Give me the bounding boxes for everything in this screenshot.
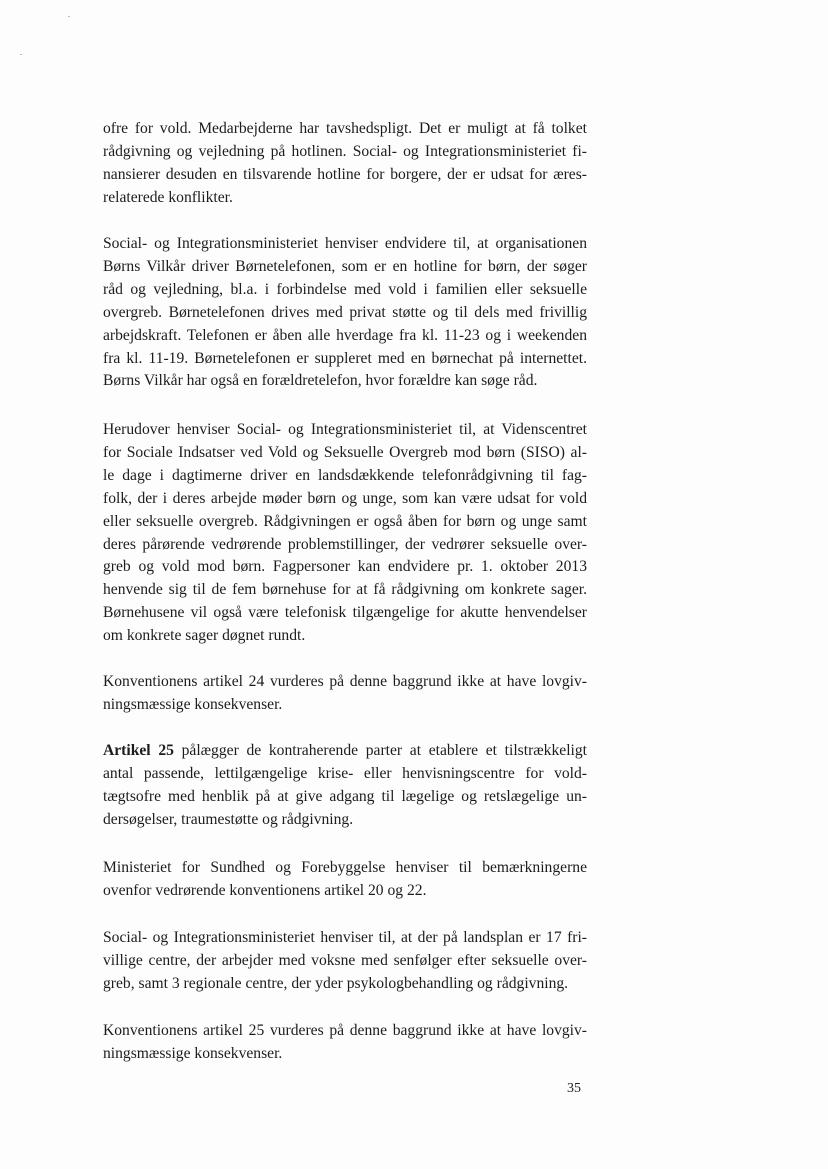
text-line: relaterede konflikter. (103, 188, 233, 206)
paragraph-3 (103, 419, 587, 648)
text-line: arbejdskraft. Telefonen er åben alle hverdage fra kl. 11-23 og i weekenden (103, 326, 587, 344)
text-line: fra kl. 11-19. Børnetelefonen er suppleret med en børnechat på internettet. (103, 349, 587, 367)
text-line: ovenfor vedrørende konventionens artikel 20 og 22. (103, 881, 427, 899)
text-line: for Sociale Indsatser ved Vold og Seksuelle Overgreb mod børn (SISO) al- (103, 443, 587, 461)
text-line: nansierer desuden en tilsvarende hotline for borgere, der er udsat for æres- (103, 165, 587, 183)
text-line: antal passende, lettilgængelige krise- eller henvisningscentre for vold- (103, 764, 587, 782)
paragraph-5 (103, 740, 587, 832)
text-line: Herudover henviser Social- og Integrationsministeriet til, at Videnscentret (103, 421, 587, 438)
scan-speck (68, 16, 70, 17)
text-line: overgreb. Børnetelefonen drives med privat støtte og til dels med frivillig (103, 303, 587, 321)
text-line: ningsmæssige konsekvenser. (103, 1044, 283, 1062)
text-line (103, 740, 587, 763)
paragraph-2 (103, 233, 587, 393)
text-line: Ministeriet for Sundhed og Forebyggelse henviser til bemærkningerne (103, 859, 587, 876)
paragraph-7 (103, 927, 587, 996)
text-line: eller seksuelle overgreb. Rådgivningen er også åben for børn og unge samt (103, 512, 587, 530)
text-line: ningsmæssige konsekvenser. (103, 695, 283, 713)
text-line: Konventionens artikel 25 vurderes på denne baggrund ikke at have lovgiv- (103, 1022, 587, 1039)
text-line-rest: pålægger de kontraherende parter at etablere et tilstrækkeligt (173, 742, 587, 759)
text-line: ofre for vold. Medarbejderne har tavshedspligt. Det er muligt at få tolket (103, 120, 587, 137)
scan-speck (20, 54, 22, 55)
paragraph-6 (103, 857, 587, 903)
text-line: dersøgelser, traumestøtte og rådgivning. (103, 810, 354, 828)
text-line: henvende sig til de fem børnehuse for at få rådgivning om konkrete sager. (103, 581, 587, 599)
text-line: Social- og Integrationsministeriet henviser endvidere til, at organisationen (103, 235, 587, 252)
text-line: folk, der i deres arbejde møder børn og unge, som kan være udsat for vold (103, 489, 587, 507)
text-line: deres pårørende vedrørende problemstillinger, der vedrører seksuelle over- (103, 535, 587, 553)
text-line: le dage i dagtimerne driver en landsdækkende telefonrådgivning til fag- (103, 466, 587, 484)
text-line: villige centre, der arbejder med voksne med senfølger efter seksuelle over- (103, 951, 587, 969)
paragraph-4 (103, 671, 587, 717)
article-heading: Artikel 25 (103, 742, 174, 759)
text-line: tægtsofre med henblik på at give adgang til lægelige og retslægelige un- (103, 787, 587, 805)
text-line: Børnehusene vil også være telefonisk tilgængelige for akutte henvendelser (103, 604, 587, 622)
text-line: rådgivning og vejledning på hotlinen. Social- og Integrationsministeriet fi- (103, 142, 587, 160)
text-line: Konventionens artikel 24 vurderes på denne baggrund ikke at have lovgiv- (103, 673, 587, 690)
text-line: Børns Vilkår har også en forældretelefon, hvor forældre kan søge råd. (103, 372, 538, 390)
page-number: 35 (567, 1081, 581, 1096)
text-line: Social- og Integrationsministeriet henviser til, at der på landsplan er 17 fri- (103, 929, 587, 946)
text-line: greb og vold mod børn. Fagpersoner kan endvidere pr. 1. oktober 2013 (103, 558, 587, 576)
paragraph-1 (103, 118, 587, 210)
paragraph-8 (103, 1020, 587, 1066)
text-line: greb, samt 3 regionale centre, der yder psykologbehandling og rådgivning. (103, 974, 569, 992)
text-line: Børns Vilkår driver Børnetelefonen, som er en hotline for børn, der søger (103, 257, 587, 275)
text-line: om konkrete sager døgnet rundt. (103, 627, 306, 645)
text-line: råd og vejledning, bl.a. i forbindelse med vold i familien eller seksuelle (103, 280, 587, 298)
